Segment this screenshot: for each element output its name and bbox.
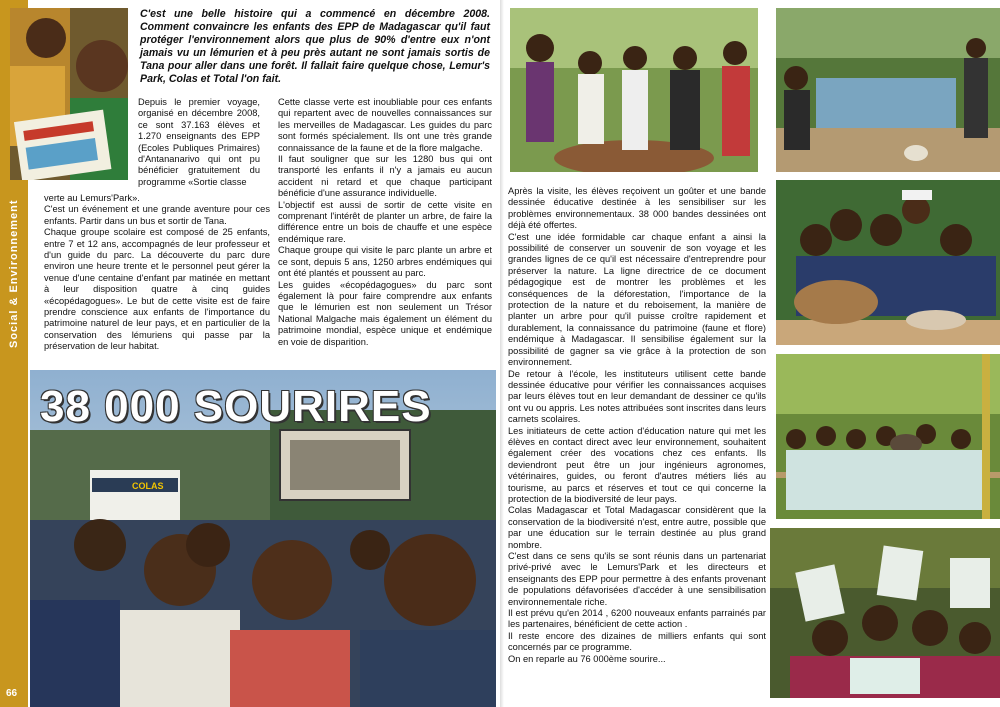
photo-boy-with-comic (10, 8, 128, 180)
col3-paragraph-3: De retour à l'école, les instituteurs utilisent cette bande dessinée éducative pour vérifier les connaissances acquises par leurs élèves tout en leur demandant de dessiner ce qu'ils ont vu ou appris. Les notes attribuées sont inscrites dans leurs carnets scolaires. (508, 368, 766, 425)
column-3 (508, 186, 766, 665)
col3-paragraph-2: C'est une idée formidable car chaque enfant a ainsi la possibilité de conserver un souvenir de son voyage et les grandes lignes de ce qu'il est nécessaire d'entreprendre pour préserver la nature. La ligne directrice de ce document pédagogique est de montrer les problèmes et les conséquences de la déforestation, l'importance de la protection de la nature et du reboisement, la manière de planter un arbre pour qu'il puisse croître rapidement et durablement, la connaissance du patrimoine (faune et flore) endémique à Madagascar. Il sensibilise également sur la possibilité de gagner sa vie grâce à la protection de son environnement. (508, 231, 766, 368)
col1-paragraph-3: Chaque groupe scolaire est composé de 25 enfants, entre 7 et 12 ans, accompagnés de leur professeur et d'un guide du parc. La découverte du parc dure environ une heure trente et le personnel peut gérer la venue d'une centaine d'enfant par matinée en mettant à leur disposition quatre à cinq guides «écopédagogues». Le but de cette visite est de faire prendre conscience aux enfants de l'importance du patrimoine naturel de leur pays, et en particulier de la conservation des lémuriens qui passe par la préservation de leur habitat. (44, 227, 270, 352)
col3-paragraph-9: On en reparle au 76 000ème sourire... (508, 653, 666, 664)
col3-paragraph-1: Après la visite, les élèves reçoivent un goûter et une bande dessinée éducative destinée à les sensibiliser sur les problèmes environnementaux. 38 000 bandes dessinées ont déjà été offertes. (508, 186, 766, 231)
col3-paragraph-6: C'est dans ce sens qu'ils se sont réunis dans un partenariat privé-privé avec le Lemurs'Park et les directeurs et enseignants des EPP pour permettre à des enfants provenant de populations défavorisées d'accéder à une sensibilisation environnementale riche. (508, 551, 766, 607)
column-2 (278, 97, 492, 348)
col3-paragraph-4: Les initiateurs de cette action d'éducation nature qui met les élèves en contact direct avec leur environnement, souhaitent également créer des vocations chez ces enfants. Ils deviendront peut être un jour ingénieurs agronomes, vétérinaires, guides, ou feront d'autres métiers liés au tourisme, au parcs et réserves et tout ce qui concerne la protection de la biodiversité de leur pays. (508, 425, 766, 504)
photo-children-with-lemur-on-rail (776, 354, 1000, 519)
intro-paragraph: C'est une belle histoire qui a commencé en décembre 2008. Comment convaincre les enfants des EPP de Madagascar qu'il faut protéger l'environnement alors que plus de 90% d'entre eux n'ont jamais vu un lémurien et à peu près autant ne sont jamais sortis de Tana pour aller dans une forêt. Il fallait faire quelque chose, Lemur's Park, Colas et Total l'on fait. (140, 8, 490, 85)
col2-paragraph-2: Il faut souligner que sur les 1280 bus qui ont transporté les enfants il n'y a jamais eu aucun accident ni retard et que chaque participant bénéficie d'une assurance individuelle. (278, 154, 492, 199)
col2-paragraph-4: Chaque groupe qui visite le parc plante un arbre et ce sont, depuis 5 ans, 1250 arbres endémiques qui ont été plantés et poussent au parc. (278, 245, 492, 279)
col3-paragraph-8: Il reste encore des dizaines de milliers enfants qui sont concernés par ce programme. (508, 630, 766, 653)
col2-paragraph-3: L'objectif est aussi de sortir de cette visite en comprenant l'intérêt de planter un arbre, de faire la différence entre un bois de chauffe et une espèce endémique rare. (278, 199, 492, 244)
col3-paragraph-5: Colas Madagascar et Total Madagascar considèrent que la conservation de la biodiversité n'est, entre autre, possible que par une éducation sur le terrain destinée au plus grand nombre. (508, 505, 766, 550)
col3-paragraph-7: Il est prévu qu'en 2014 , 6200 nouveaux enfants parrainés par les partenaires, bénéficient de cette action . (508, 608, 766, 630)
col2-paragraph-5: Les guides «écopédagogues» du parc sont également là pour faire comprendre aux enfants que le lémurien est non seulement un Trésor National Malgache mais également un élément du patrimoine mondial, espèce unique et endémique en voie de disparition. (278, 279, 492, 347)
page-number: 66 (6, 688, 18, 699)
photo-children-with-comics (770, 528, 1000, 698)
photo-class-with-lemur (776, 8, 1000, 172)
page-gutter (500, 0, 504, 707)
col1-paragraph-1: Depuis le premier voyage, organisé en décembre 2008, ce sont 37.163 élèves et 1.270 enseignants des EPP (Ecoles Publiques Primaires) d'Antananarivo qui ont pu bénéficier gratuitement du programme «Sortie classe (138, 97, 260, 187)
column-1 (44, 193, 270, 353)
column-1-narrow (138, 97, 260, 188)
col1-paragraph-1-end: verte au Lemurs'Park». (44, 193, 140, 203)
photo-group-tree-planting (510, 8, 758, 172)
bus-sign: COLAS (132, 481, 164, 491)
photo-children-with-tortoise (776, 180, 1000, 345)
col1-paragraph-2: C'est un événement et une grande aventure pour ces enfants. Partir dans un bus et sortir de Tana. (44, 204, 270, 226)
section-label: Social & Environnement (8, 199, 20, 348)
col2-paragraph-1: Cette classe verte est inoubliable pour ces enfants qui repartent avec de nouvelles connaissances sur les merveilles de Madagascar. Les guides du parc sont formés spécialement. Ils ont une très grande connaissance de la faune et de la flore malgache. (278, 97, 492, 153)
headline: 38 000 SOURIRES (40, 382, 432, 431)
